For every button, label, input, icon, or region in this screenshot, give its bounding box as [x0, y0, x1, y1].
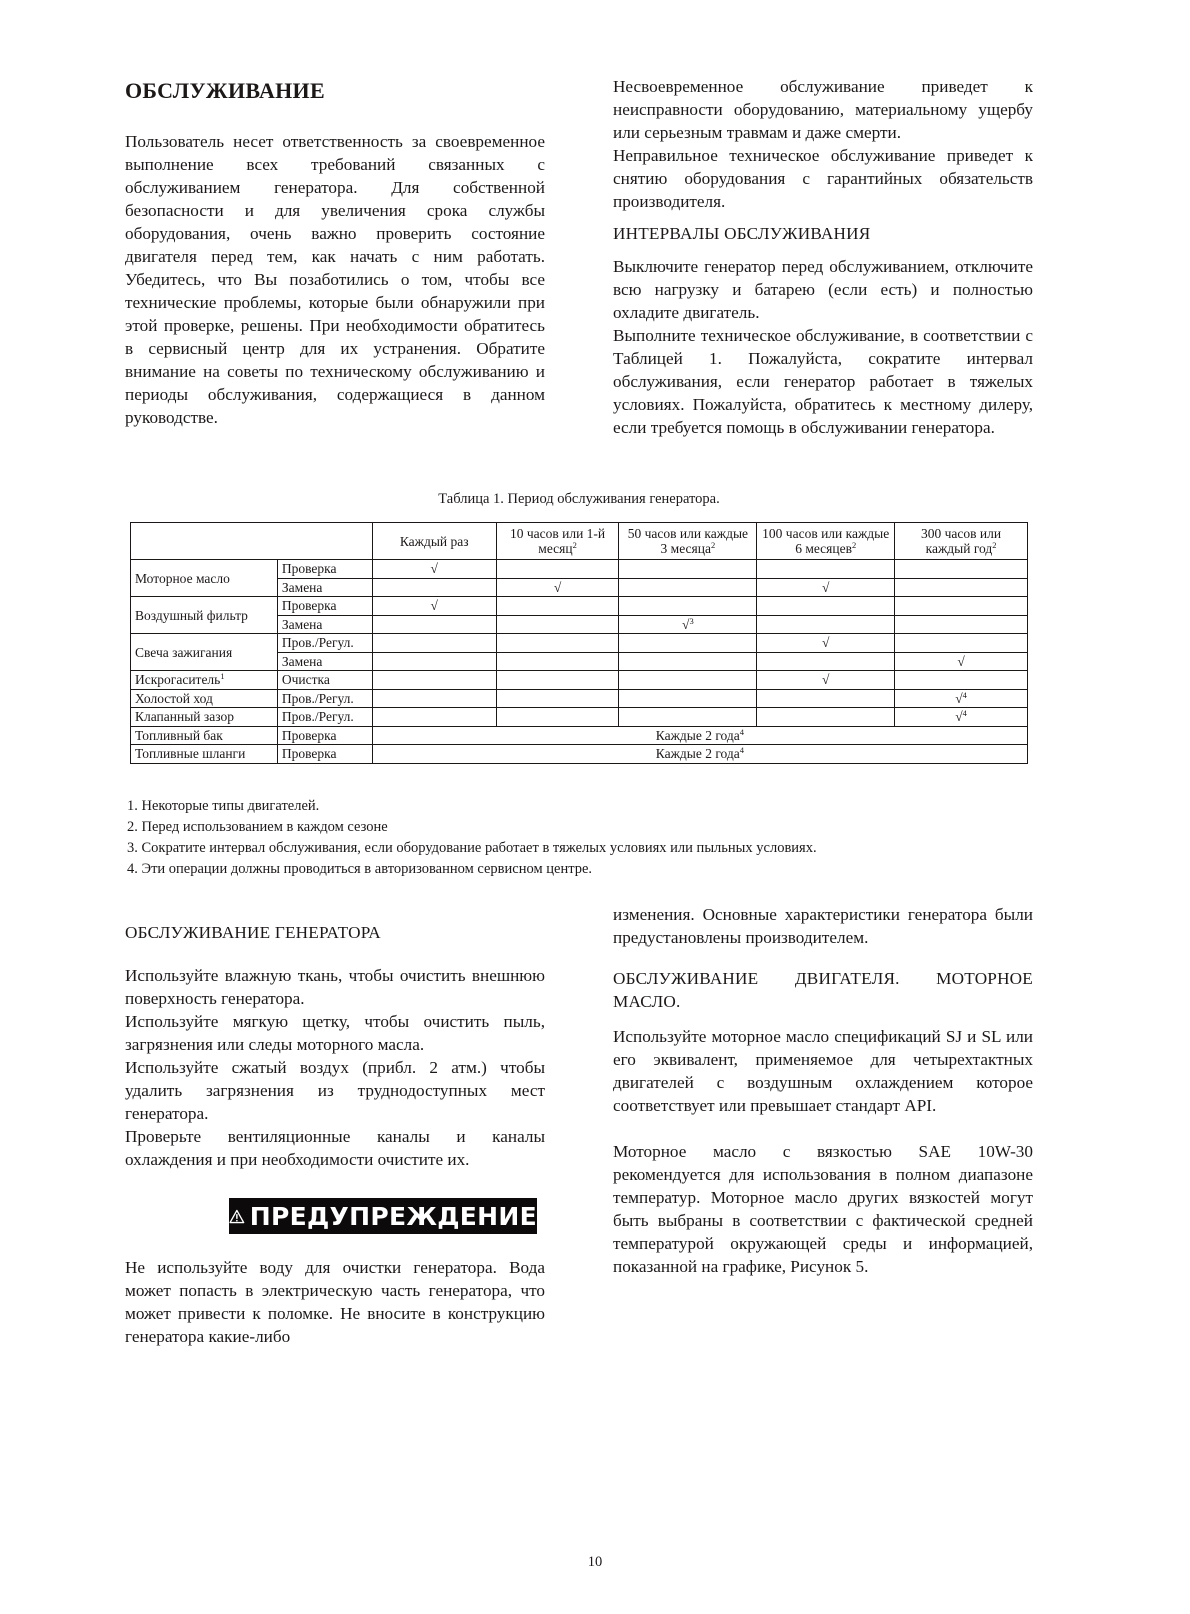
item-cell	[131, 671, 278, 690]
warning-paragraph: Несвоевременное обслуживание приведет к неисправности оборудованию, материальному ущербу или серьезным травмам и даже смерти.	[613, 77, 1033, 142]
footnote-ref: 4	[962, 708, 967, 719]
empty-cell	[496, 634, 619, 653]
water-warning-paragraph: Не используйте воду для очистки генератора. Вода может попасть в электрическую часть генератора, что может привести к поломке. Не вносите в конструкцию генератора какие-либо	[125, 1258, 545, 1346]
intervals-heading: ИНТЕРВАЛЫ ОБСЛУЖИВАНИЯ	[613, 224, 871, 243]
empty-cell	[496, 689, 619, 708]
item-cell: Топливный бак	[131, 726, 278, 745]
action-cell: Проверка	[277, 726, 372, 745]
item-cell	[131, 597, 278, 634]
check-cell	[895, 689, 1028, 708]
footnotes	[127, 796, 817, 880]
oil-spec-paragraph: Используйте моторное масло спецификаций SJ и SL или его эквивалент, применяемое для четырехтактных двигателей с воздушным охлаждением которое соответствует или превышает стандарт API.	[613, 1027, 1033, 1115]
warning-label: ПРЕДУПРЕЖДЕНИЕ	[249, 1201, 537, 1231]
check-cell	[496, 578, 619, 597]
empty-cell	[372, 652, 496, 671]
empty-cell	[372, 671, 496, 690]
table-row	[131, 726, 1028, 745]
empty-cell	[372, 708, 496, 727]
empty-cell	[895, 578, 1028, 597]
cleaning-paragraph-vents: Проверьте вентиляционные каналы и каналы охлаждения и при необходимости очистите их.	[125, 1127, 545, 1169]
interval-span-cell	[372, 726, 1027, 745]
footnote-ref: 4	[962, 689, 967, 700]
table-caption: Таблица 1. Период обслуживания генератора.	[438, 491, 720, 507]
check-cell	[372, 597, 496, 616]
check-mark-icon: √	[682, 616, 690, 632]
empty-cell	[619, 597, 757, 616]
footnote-ref: 1	[220, 671, 225, 682]
item-cell	[131, 634, 278, 671]
empty-cell	[619, 708, 757, 727]
empty-cell	[619, 652, 757, 671]
warranty-paragraph: Неправильное техническое обслуживание приведет к снятию оборудования с гарантийных обязательств производителя.	[613, 146, 1033, 211]
check-cell	[757, 634, 895, 653]
empty-cell	[895, 615, 1028, 634]
action-cell: Замена	[277, 652, 372, 671]
empty-cell	[619, 560, 757, 579]
check-mark-icon: √	[955, 709, 963, 725]
check-mark-icon: √	[430, 598, 438, 614]
item-cell	[131, 708, 278, 727]
intro-paragraph: Пользователь несет ответственность за своевременное выполнение всех требований связанных с обслуживанием генератора. Для собственной безопасности и для увеличения срока службы оборудования, очень важно проверить состояние двигателя перед тем, как начать с ним работать. Убедитесь, что Вы позаботились о том, чтобы все технические проблемы, которые были обнаружили при этой проверке, решены. При необходимости обратитесь в сервисный центр для их устранения. Обратите внимание на советы по техническому обслуживанию и периоды обслуживания, содержащиеся в данном руководстве.	[125, 132, 545, 427]
item-cell	[131, 689, 278, 708]
empty-cell	[895, 597, 1028, 616]
empty-cell	[496, 671, 619, 690]
warning-badge	[229, 1198, 537, 1234]
header-cell: Каждый раз	[372, 523, 496, 560]
header-empty-cell	[131, 523, 373, 560]
table-row	[131, 560, 1028, 579]
empty-cell	[372, 634, 496, 653]
action-cell: Пров./Регул.	[277, 634, 372, 653]
check-cell	[619, 615, 757, 634]
item-label: Моторное масло	[135, 570, 230, 586]
action-cell: Очистка	[277, 671, 372, 690]
schedule-paragraph: Выполните техническое обслуживание, в соответствии с Таблицей 1. Пожалуйста, сократите интервал обслуживания, если генератор работает в тяжелых условиях. Пожалуйста, обратитесь к местному дилеру, если требуется помощь в обслуживании генератора.	[613, 326, 1033, 437]
action-cell: Замена	[277, 615, 372, 634]
empty-cell	[895, 560, 1028, 579]
table-header-row	[131, 523, 1028, 560]
empty-cell	[619, 671, 757, 690]
maintenance-table	[130, 522, 1028, 764]
table-row	[131, 708, 1028, 727]
action-cell: Проверка	[277, 745, 372, 764]
empty-cell	[619, 634, 757, 653]
check-mark-icon: √	[553, 579, 562, 595]
item-label: Искрогаситель	[135, 672, 221, 688]
check-mark-icon: √	[957, 653, 965, 669]
header-cell: 100 часов или каждые 6 месяцев$^2$	[757, 523, 895, 560]
empty-cell	[757, 560, 895, 579]
empty-cell	[496, 597, 619, 616]
table-row	[131, 634, 1028, 653]
empty-cell	[372, 689, 496, 708]
action-cell: Пров./Регул.	[277, 708, 372, 727]
check-mark-icon: √	[822, 672, 830, 688]
header-cell: 10 часов или 1-й месяц$^2$	[496, 523, 619, 560]
oil-viscosity-paragraph: Моторное масло с вязкостью SAE 10W-30 рекомендуется для использования в полном диапазоне температур. Моторное масло других вязкостей могут быть выбраны в соответствии с фактической средней температурой окружающей среды и информацией, показанной на графике, Рисунок 5.	[613, 1142, 1033, 1276]
item-label: Клапанный зазор	[135, 709, 234, 725]
empty-cell	[757, 652, 895, 671]
empty-cell	[757, 708, 895, 727]
action-cell: Пров./Регул.	[277, 689, 372, 708]
footnote: 4. Эти операции должны проводиться в авторизованном сервисном центре.	[127, 861, 593, 877]
section-title: ОБСЛУЖИВАНИЕ	[125, 78, 325, 103]
interval-text: Каждые 2 года	[655, 727, 740, 743]
table-row	[131, 597, 1028, 616]
footnote-ref: 3	[689, 615, 694, 626]
item-label: Воздушный фильтр	[135, 607, 248, 623]
empty-cell	[619, 578, 757, 597]
item-label: Свеча зажигания	[135, 644, 233, 660]
empty-cell	[496, 560, 619, 579]
check-mark-icon: √	[430, 561, 438, 577]
action-cell: Проверка	[277, 597, 372, 616]
check-cell	[757, 578, 895, 597]
cleaning-paragraph-brush: Используйте мягкую щетку, чтобы очистить пыль, загрязнения или следы моторного масла.	[125, 1012, 545, 1054]
table-row	[131, 689, 1028, 708]
header-cell: 50 часов или каждые 3 месяца$^2$	[619, 523, 757, 560]
warning-triangle-icon	[229, 1203, 245, 1230]
item-cell: Топливные шланги	[131, 745, 278, 764]
interval-text: Каждые 2 года	[655, 746, 740, 762]
table-row	[131, 671, 1028, 690]
empty-cell	[372, 578, 496, 597]
action-cell: Замена	[277, 578, 372, 597]
generator-maintenance-heading: ОБСЛУЖИВАНИЕ ГЕНЕРАТОРА	[125, 923, 381, 942]
check-cell	[895, 708, 1028, 727]
engine-oil-heading: ОБСЛУЖИВАНИЕ ДВИГАТЕЛЯ. МОТОРНОЕ МАСЛО.	[613, 969, 1033, 1011]
empty-cell	[496, 652, 619, 671]
check-cell	[372, 560, 496, 579]
empty-cell	[496, 708, 619, 727]
footnote: 2. Перед использованием в каждом сезоне	[127, 819, 388, 835]
empty-cell	[619, 689, 757, 708]
empty-cell	[757, 615, 895, 634]
footnote-ref: 4	[739, 745, 745, 756]
check-cell	[895, 652, 1028, 671]
empty-cell	[372, 615, 496, 634]
item-label: Холостой ход	[135, 690, 213, 706]
header-cell: 300 часов или каждый год$^2$	[895, 523, 1028, 560]
cleaning-paragraph-air: Используйте сжатый воздух (прибл. 2 атм.) чтобы удалить загрязнения из труднодоступных мест генератора.	[125, 1058, 545, 1123]
footnote-ref: 4	[739, 726, 745, 737]
page-number: 10	[587, 1554, 603, 1570]
cleaning-paragraph-cloth: Используйте влажную ткань, чтобы очистить внешнюю поверхность генератора.	[125, 966, 545, 1008]
empty-cell	[496, 615, 619, 634]
footnote: 1. Некоторые типы двигателей.	[127, 798, 320, 814]
table-row	[131, 745, 1028, 764]
check-mark-icon: √	[955, 690, 963, 706]
shutdown-paragraph: Выключите генератор перед обслуживанием, отключите всю нагрузку и батарею (если есть) и полностью охладите двигатель.	[613, 257, 1033, 322]
empty-cell	[895, 671, 1028, 690]
footnote: 3. Сократите интервал обслуживания, если оборудование работает в тяжелых условиях или пыльных условиях.	[127, 840, 817, 856]
action-cell: Проверка	[277, 560, 372, 579]
empty-cell	[895, 634, 1028, 653]
check-mark-icon: √	[822, 579, 830, 595]
check-mark-icon: √	[822, 635, 830, 651]
empty-cell	[757, 689, 895, 708]
item-cell	[131, 560, 278, 597]
continued-paragraph: изменения. Основные характеристики генератора были предустановлены производителем.	[613, 905, 1033, 947]
empty-cell	[757, 597, 895, 616]
check-cell	[757, 671, 895, 690]
interval-span-cell	[372, 745, 1027, 764]
